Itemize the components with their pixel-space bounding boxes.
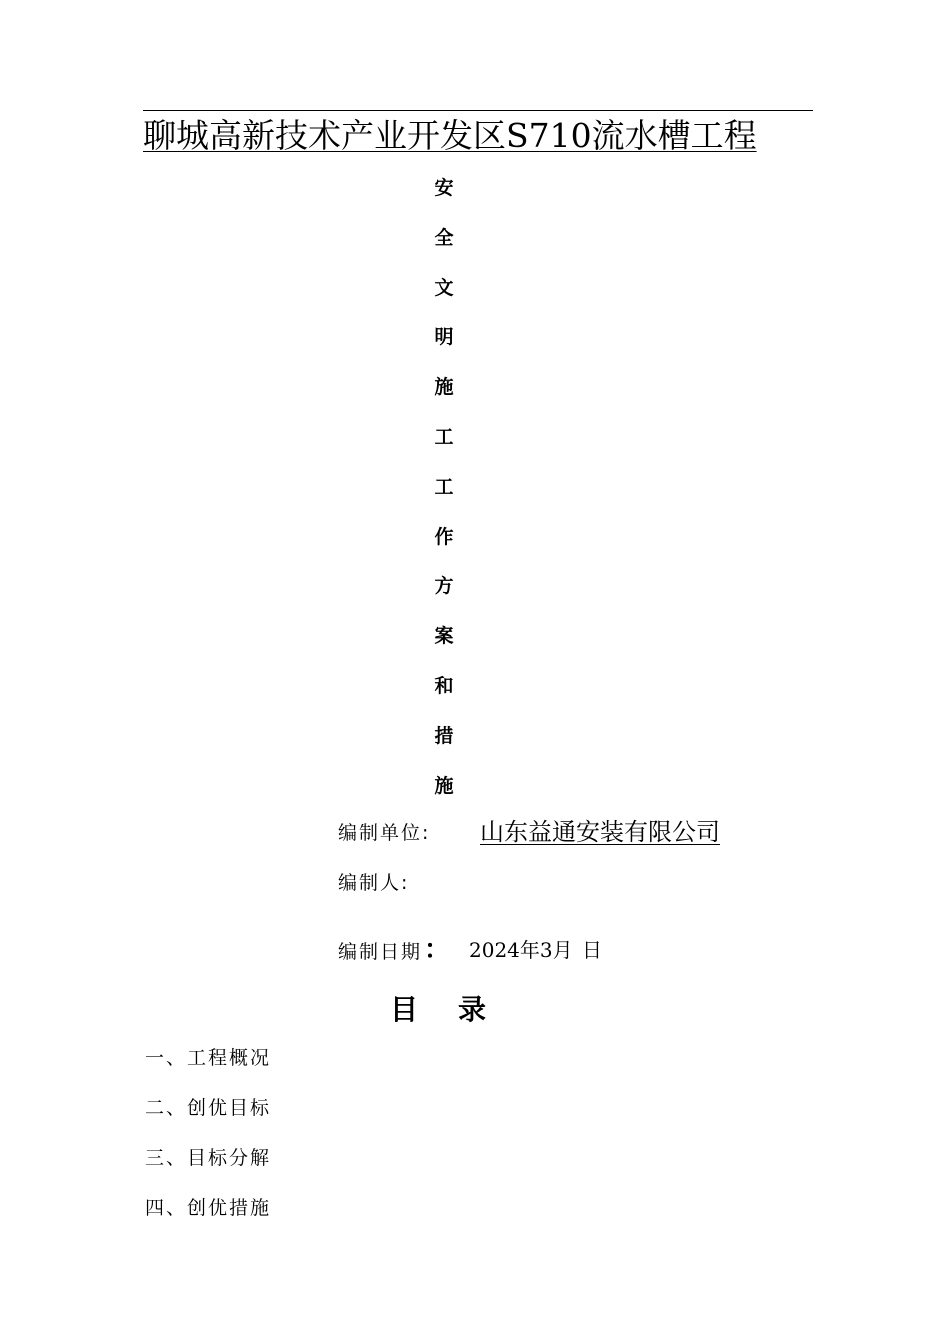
toc-item: 三、目标分解 <box>145 1147 272 1169</box>
toc-item: 四、创优措施 <box>145 1197 272 1219</box>
toc-item: 二、创优目标 <box>145 1097 272 1119</box>
title-char: 方 <box>434 575 454 598</box>
title-char: 文 <box>434 276 454 299</box>
compiler-label: 编制人: <box>338 872 410 894</box>
compiling-unit-value: 山东益通安装有限公司 <box>480 818 720 846</box>
title-char: 全 <box>434 226 454 249</box>
title-char: 明 <box>434 326 454 349</box>
header-rule <box>143 110 813 111</box>
compile-date-label: 编制日期 <box>338 941 423 963</box>
title-char: 施 <box>434 376 454 399</box>
toc-title: 目录 <box>390 993 527 1026</box>
title-char: 安 <box>434 177 454 199</box>
compile-date-row <box>338 935 602 967</box>
toc-list <box>145 1040 271 1240</box>
title-char: 作 <box>434 525 454 548</box>
compile-date-value: 2024年3月 日 <box>469 938 602 962</box>
title-char: 案 <box>434 625 454 648</box>
project-title: 聊城高新技术产业开发区S710流水槽工程 <box>143 116 757 155</box>
title-char: 工 <box>434 425 454 448</box>
title-char: 措 <box>434 724 454 747</box>
title-char: 工 <box>434 475 454 498</box>
compiler-row <box>338 868 409 898</box>
document-title-vertical <box>424 170 464 817</box>
title-char: 和 <box>434 674 454 697</box>
compiling-unit-label: 编制单位: <box>338 822 431 844</box>
toc-item: 一、工程概况 <box>145 1047 272 1069</box>
compile-date-colon: ： <box>424 935 451 965</box>
compiling-unit-row <box>338 818 720 848</box>
title-char: 施 <box>434 774 454 797</box>
